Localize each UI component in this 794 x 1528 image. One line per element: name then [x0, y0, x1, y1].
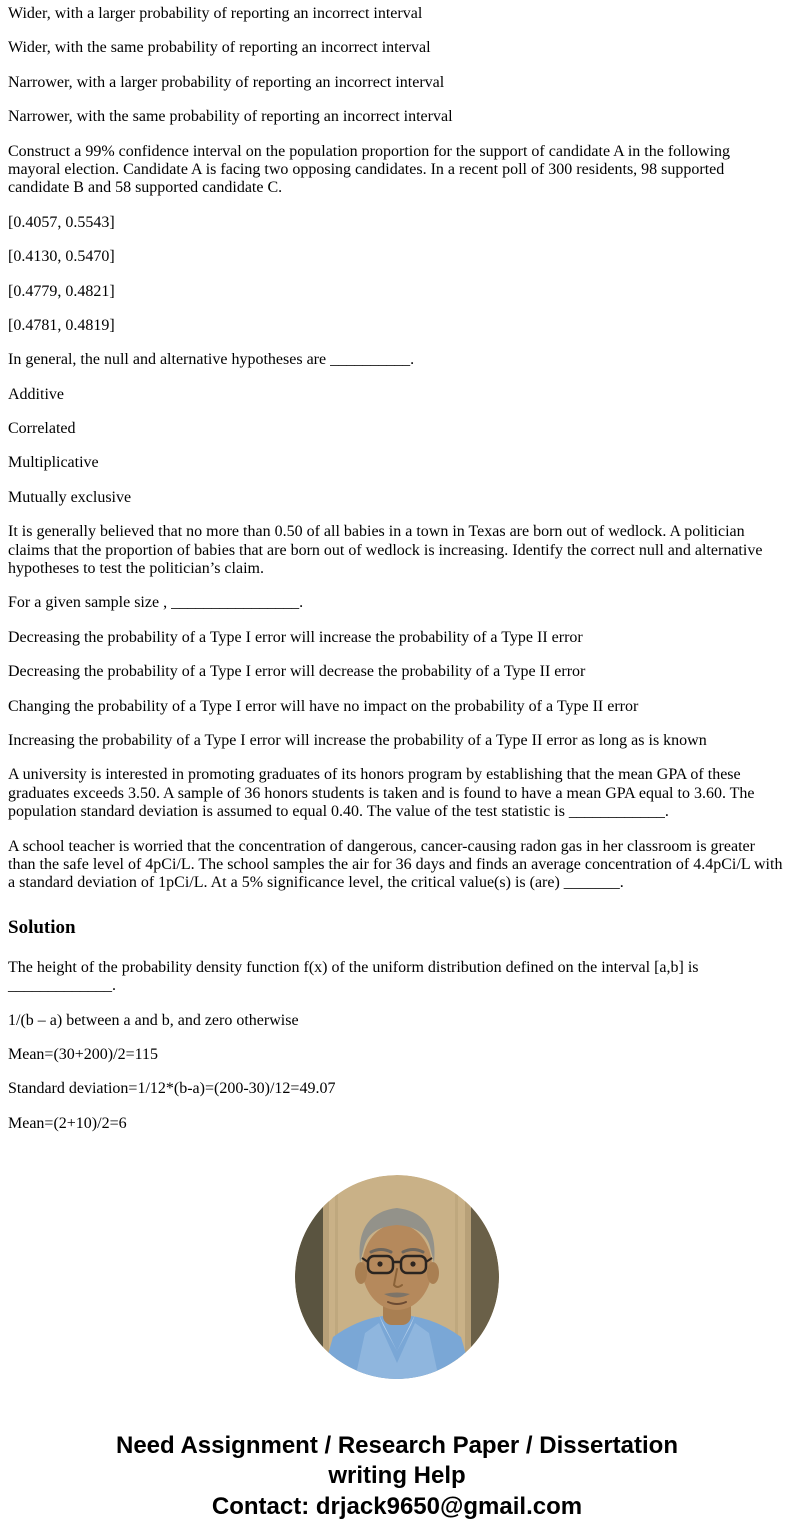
- question-text: In general, the null and alternative hypotheses are __________.: [8, 351, 415, 369]
- solution-line: Mean=(2+10)/2=6: [8, 1114, 127, 1132]
- solution-line: 1/(b – a) between a and b, and zero otherwise: [8, 1011, 299, 1029]
- footer-help-line-2: writing Help: [328, 1462, 466, 1490]
- answer-option: [0.4057, 0.5543]: [8, 213, 115, 231]
- question-text: For a given sample size , ________________.: [8, 594, 304, 612]
- answer-option: Mutually exclusive: [8, 488, 132, 506]
- answer-option: Increasing the probability of a Type I error will increase the probability of a Type II error as long as is known: [8, 731, 707, 749]
- footer: [8, 1431, 786, 1522]
- footer-help-line-1: Need Assignment / Research Paper / Dissertation: [116, 1432, 678, 1460]
- answer-option: Decreasing the probability of a Type I error will increase the probability of a Type II error: [8, 628, 583, 646]
- answer-option: Wider, with a larger probability of reporting an incorrect interval: [8, 5, 423, 22]
- solution-line: Mean=(30+200)/2=115: [8, 1045, 159, 1063]
- solution-heading: Solution: [8, 916, 76, 938]
- answer-option: Decreasing the probability of a Type I error will decrease the probability of a Type II error: [8, 663, 586, 681]
- question-text: The height of the probability density function f(x) of the uniform distribution defined on the interval [a,b] is _____________.: [8, 958, 699, 995]
- question-text: Construct a 99% confidence interval on the population proportion for the support of candidate A in the following mayoral election. Candidate A is facing two opposing candidates. In a recent poll of 300 residents, 98 supported candidate B and 58 supported candidate C.: [8, 142, 731, 197]
- answer-option: [0.4779, 0.4821]: [8, 282, 115, 300]
- question-text: It is generally believed that no more than 0.50 of all babies in a town in Texas are born out of wedlock. A politician claims that the proportion of babies that are born out of wedlock is increasing. Identify the correct null and alternative hypotheses to test the politician’s claim.: [8, 523, 763, 578]
- person-portrait-photo: [295, 1175, 499, 1379]
- solution-line: Standard deviation=1/12*(b-a)=(200-30)/12=49.07: [8, 1080, 336, 1098]
- avatar: [8, 1175, 786, 1379]
- answer-option: Changing the probability of a Type I error will have no impact on the probability of a Type II error: [8, 697, 639, 715]
- question-text: A university is interested in promoting graduates of its honors program by establishing that the mean GPA of these graduates exceeds 3.50. A sample of 36 honors students is taken and is found to have a mean GPA equal to 3.60. The population standard deviation is assumed to equal 0.40. The value of the test statistic is ____________.: [8, 766, 755, 821]
- answer-option: Wider, with the same probability of reporting an incorrect interval: [8, 39, 431, 57]
- answer-option: Additive: [8, 385, 64, 403]
- document: [0, 5, 794, 1522]
- answer-option: Correlated: [8, 420, 76, 438]
- answer-option: [0.4781, 0.4819]: [8, 316, 115, 334]
- question-text: A school teacher is worried that the concentration of dangerous, cancer-causing radon gas in her classroom is greater than the safe level of 4pCi/L. The school samples the air for 36 days and finds an average concentration of 4.4pCi/L with a standard deviation of 1pCi/L. At a 5% significance level, the critical value(s) is (are) _______.: [8, 837, 783, 892]
- answer-option: Narrower, with a larger probability of reporting an incorrect interval: [8, 73, 445, 91]
- answer-option: [0.4130, 0.5470]: [8, 248, 115, 266]
- answer-option: Multiplicative: [8, 454, 99, 472]
- answer-option: Narrower, with the same probability of reporting an incorrect interval: [8, 108, 453, 126]
- footer-contact-email: Contact: drjack9650@gmail.com: [211, 1492, 583, 1520]
